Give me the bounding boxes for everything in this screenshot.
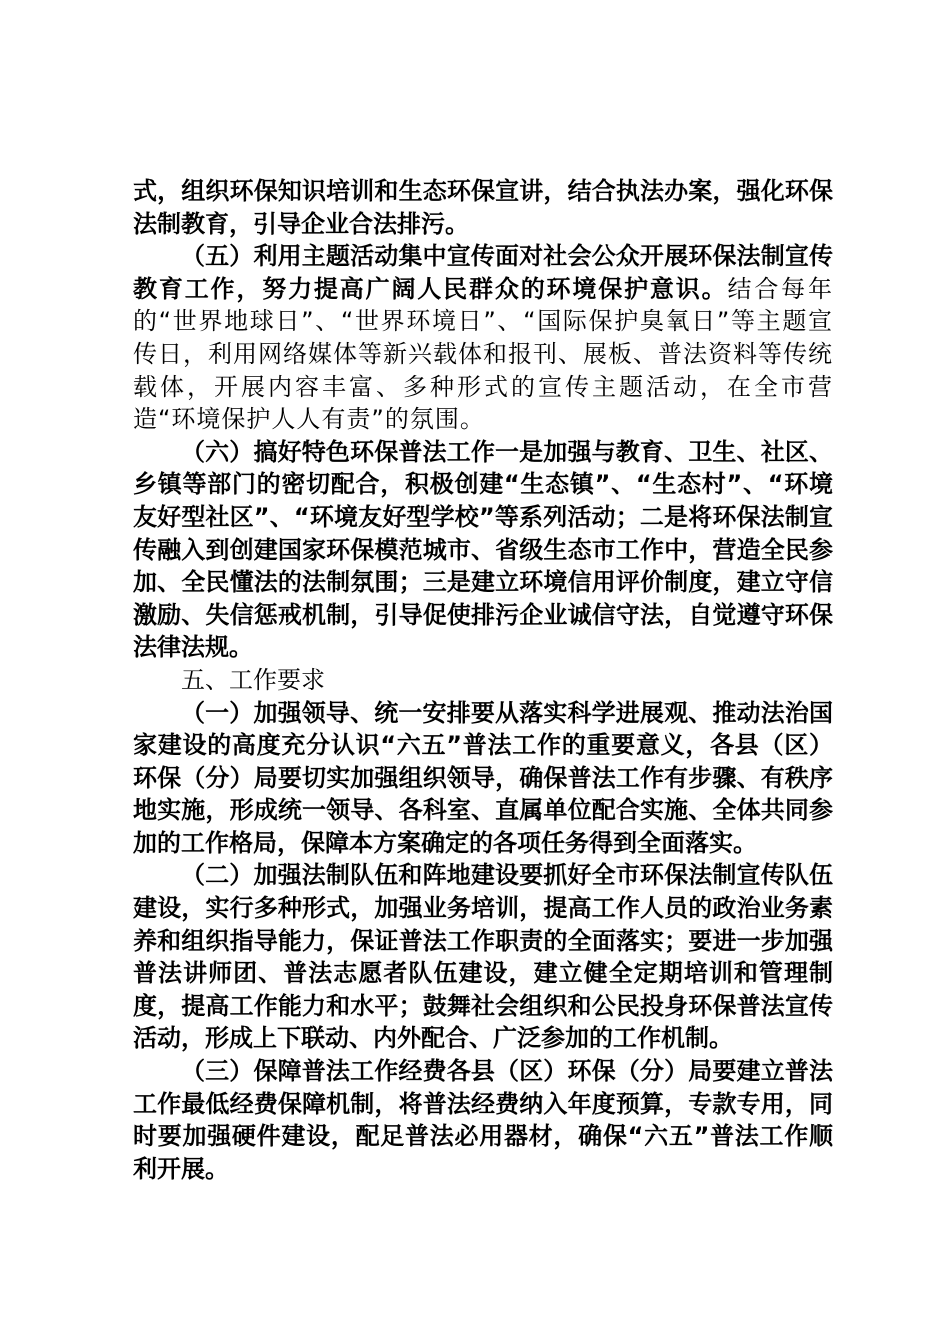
section-heading [133,664,833,697]
paragraph-text: （二）加强法制队伍和阵地建设要抓好全市环保法制宣传队伍建设，实行多种形式，加强业务培训，提高工作人员的政治业务素养和组织指导能力，保证普法工作职责的全面落实；要进一步加强普法讲师团、普法志愿者队伍建设，建立健全定期培训和管理制度，提高工作能力和水平；鼓舞社会组织和公民投身环保普法宣传活动，形成上下联动、内外配合、广泛参加的工作机制。 [133,861,833,1053]
paragraph-item-six [133,436,833,664]
paragraph-text: （三）保障普法工作经费各县（区）环保（分）局要建立普法工作最低经费保障机制，将普法经费纳入年度预算，专款专用，同时要加强硬件建设，配足普法必用器材，确保“六五”普法工作顺利开展。 [133,1057,833,1183]
paragraph-body-text: 结合每年的“世界地球日”、“世界环境日”、“国际保护臭氧日”等主题宣传日，利用网络媒体等新兴载体和报刊、展板、普法资料等传统载体，开展内容丰富、多种形式的宣传主题活动，在全市营造“环境保护人人有责”的氛围。 [133,274,834,434]
paragraph-text: 式，组织环保知识培训和生态环保宣讲，结合执法办案，强化环保法制教育，引导企业合法排污。 [133,177,833,238]
paragraph-heading-text: （五）利用主题活动集中宣传面对社会公众开展环保法制宣传教育工作，努力提高广阔人民群众的环境保护意识。 [133,242,833,303]
paragraph-requirement-three [133,1055,833,1185]
paragraph-text: （一）加强领导、统一安排要从落实科学进展观、推动法治国家建设的高度充分认识“六五”普法工作的重要意义，各县（区）环保（分）局要切实加强组织领导，确保普法工作有步骤、有秩序地实施，形成统一领导、各科室、直属单位配合实施、全体共同参加的工作格局，保障本方案确定的各项任务得到全面落实。 [133,698,833,857]
paragraph-continuation [133,175,833,240]
document-page [133,175,833,1185]
paragraph-requirement-one [133,697,833,860]
paragraph-requirement-two [133,859,833,1055]
section-heading-text: 五、工作要求 [181,665,325,694]
paragraph-text: （六）搞好特色环保普法工作一是加强与教育、卫生、社区、乡镇等部门的密切配合，积极创建“生态镇”、“生态村”、“环境友好型社区”、“环境友好型学校”等系列活动；二是将环保法制宣传融入到创建国家环保模范城市、省级生态市工作中，营造全民参加、全民懂法的法制氛围；三是建立环境信用评价制度，建立守信激励、失信惩戒机制，引导促使排污企业诚信守法，自觉遵守环保法律法规。 [133,437,833,662]
paragraph-item-five [133,240,833,436]
